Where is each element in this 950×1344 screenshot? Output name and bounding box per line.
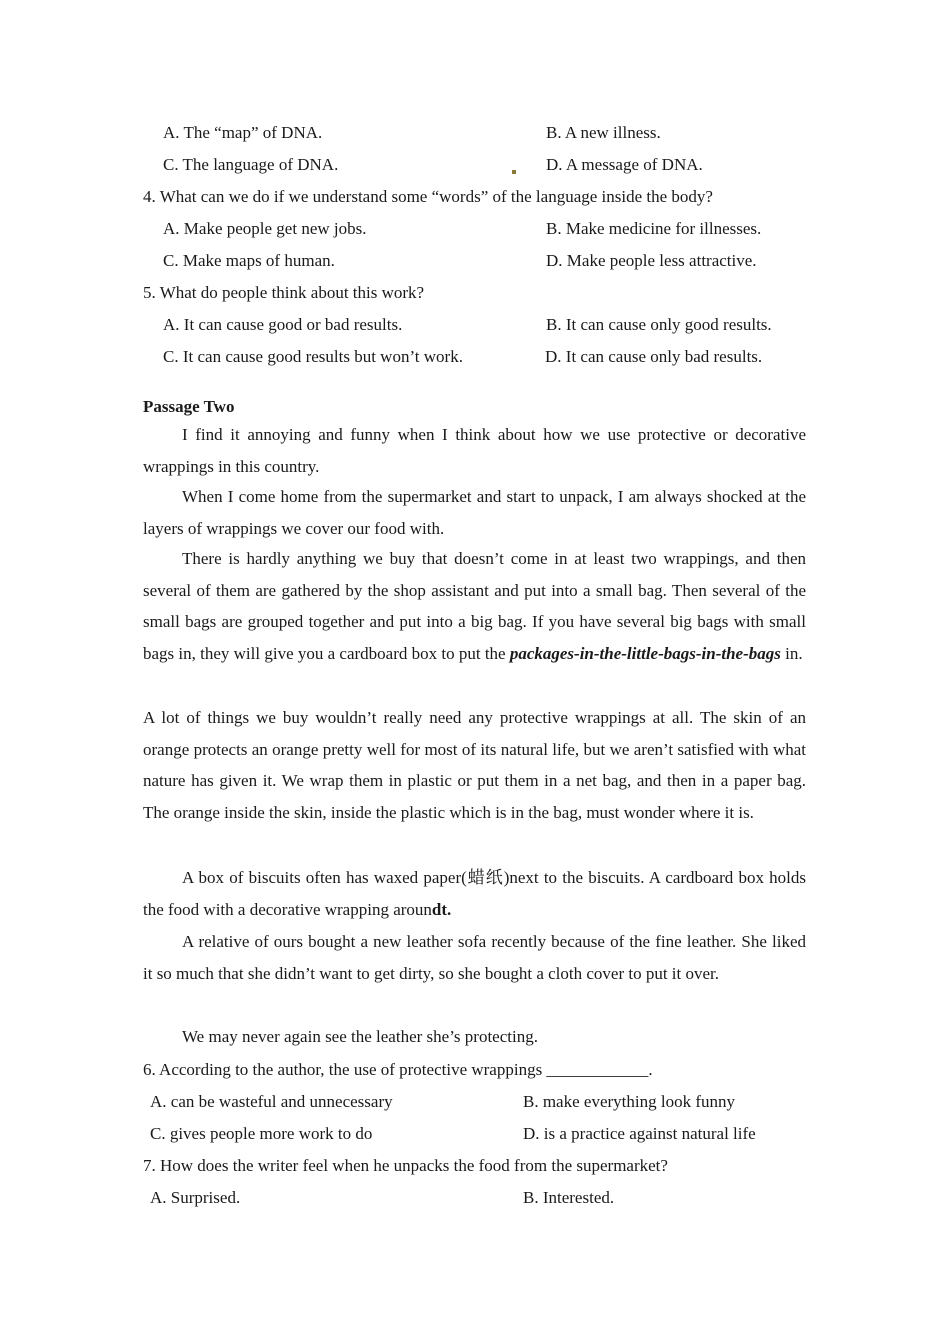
q6-question: 6. According to the author, the use of protective wrappings ____________. xyxy=(143,1060,653,1079)
q3-option-b: B. A new illness. xyxy=(546,123,661,142)
q6-option-a: A. can be wasteful and unnecessary xyxy=(150,1092,393,1111)
q4-option-c: C. Make maps of human. xyxy=(163,251,335,270)
passage-paragraph-2: When I come home from the supermarket and start to unpack, I am always shocked at the layers of wrappings we cover our food with. xyxy=(143,487,806,538)
passage-paragraph-6: A relative of ours bought a new leather sofa recently because of the fine leather. She liked it so much that she didn’t want to get dirty, so she bought a cloth cover to put it over. xyxy=(143,932,806,983)
paragraph-5-text: A box of biscuits often has waxed paper(蜡纸)next to the biscuits. A cardboard box holds the food with a decorative wrapping aroun xyxy=(143,868,806,919)
passage-paragraph-3 xyxy=(143,543,806,669)
q7-option-b: B. Interested. xyxy=(523,1188,615,1207)
q7-option-a: A. Surprised. xyxy=(150,1188,241,1207)
q3-option-a: A. The “map” of DNA. xyxy=(163,123,323,142)
q5-option-b: B. It can cause only good results. xyxy=(546,315,772,334)
q4-option-b: B. Make medicine for illnesses. xyxy=(546,219,762,238)
stray-mark xyxy=(512,170,516,174)
passage-paragraph-1: I find it annoying and funny when I think about how we use protective or decorative wrappings in this country. xyxy=(143,425,806,476)
paragraph-3-emphasis: packages-in-the-little-bags-in-the-bags xyxy=(509,643,781,663)
paragraph-3-text: There is hardly anything we buy that doesn’t come in at least two wrappings, and then several of them are gathered by the shop assistant and put into a small bag. Then several of the small bags are grouped together and put into a big bag. If you have several big bags with small bags in, they will give you a cardboard box to put the xyxy=(143,549,806,663)
q3-option-c: C. The language of DNA. xyxy=(163,155,339,174)
q5-option-c: C. It can cause good results but won’t work. xyxy=(163,347,463,366)
q4-option-a: A. Make people get new jobs. xyxy=(163,219,367,238)
paragraph-3-end: in. xyxy=(780,643,803,663)
q4-option-d: D. Make people less attractive. xyxy=(546,251,757,270)
passage-heading: Passage Two xyxy=(143,397,235,416)
q6-option-c: C. gives people more work to do xyxy=(150,1124,373,1143)
paragraph-5-bold: dt. xyxy=(431,899,452,919)
passage-paragraph-4: A lot of things we buy wouldn’t really need any protective wrappings at all. The skin of an orange protects an orange pretty well for most of its natural life, but we aren’t satisfied with what nature has given it. We wrap them in plastic or put them in a net bag, and then in a paper bag. The orange inside the skin, inside the plastic which is in the bag, must wonder where it is. xyxy=(143,708,806,822)
q7-question: 7. How does the writer feel when he unpacks the food from the supermarket? xyxy=(143,1156,668,1175)
passage-paragraph-5 xyxy=(143,862,806,925)
q6-option-d: D. is a practice against natural life xyxy=(523,1124,756,1143)
q5-option-d: D. It can cause only bad results. xyxy=(545,347,763,366)
q5-question: 5. What do people think about this work? xyxy=(143,283,425,302)
q5-option-a: A. It can cause good or bad results. xyxy=(163,315,403,334)
q6-option-b: B. make everything look funny xyxy=(523,1092,735,1111)
q3-option-d: D. A message of DNA. xyxy=(546,155,703,174)
passage-paragraph-7: We may never again see the leather she’s protecting. xyxy=(182,1027,538,1046)
q4-question: 4. What can we do if we understand some “words” of the language inside the body? xyxy=(143,187,713,206)
